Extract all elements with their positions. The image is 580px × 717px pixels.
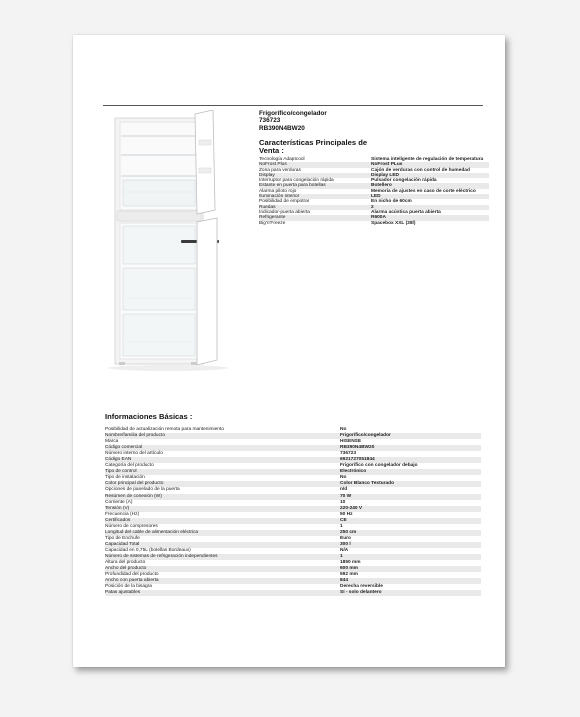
- row-label: Posibilidad de actualización remota para mantenimiento: [105, 427, 224, 432]
- row-value: 1: [340, 553, 343, 559]
- row-label: Certificados: [105, 517, 131, 523]
- row-value: Sistema inteligente de regulación de temperatura: [371, 157, 484, 162]
- row-label: Categoría del producto: [105, 463, 154, 469]
- product-header: [259, 110, 489, 132]
- row-value: R600A: [371, 215, 386, 221]
- row-value: 220-240 V: [340, 505, 363, 511]
- row-value: 50 Hz: [340, 511, 353, 517]
- product-model: RB390N4BW20: [259, 124, 305, 132]
- row-label: Color principal del producto: [105, 481, 164, 487]
- product-type: Frigorífico/congelador: [259, 110, 327, 117]
- basic-info-title: Informaciones Básicas :: [105, 412, 193, 421]
- document-page: [73, 35, 505, 667]
- row-label: Alarma piloto rojo: [259, 188, 297, 194]
- row-value: Display LED: [371, 172, 399, 178]
- row-label: Resúmen de conexión (W): [105, 493, 162, 499]
- row-value: 592 mm: [340, 572, 358, 578]
- row-label: Big'n'Freeze: [259, 220, 286, 226]
- row-value: N/A: [340, 547, 349, 553]
- row-value: 736723: [340, 451, 357, 457]
- row-label: Longitud del cable de alimentación eléctrica: [105, 529, 199, 535]
- row-label: Display: [259, 172, 275, 178]
- row-value: Alarma acústica puerta abierta: [371, 209, 441, 215]
- row-label: Corriente (A): [105, 499, 133, 505]
- row-value: Electrónico: [340, 469, 367, 475]
- row-label: Código EAN: [105, 457, 132, 463]
- row-label: Número interno del artículo: [105, 451, 163, 457]
- row-label: Número de compresores: [105, 523, 158, 529]
- row-value: Spacebox XXL (38l): [371, 220, 416, 226]
- row-value: 6921727051844: [340, 457, 375, 463]
- header-rule: [103, 105, 483, 106]
- row-value: 844: [340, 578, 349, 584]
- row-value: CE: [340, 517, 347, 523]
- row-value: HISENSE: [340, 439, 362, 445]
- row-value: 1850 mm: [340, 560, 361, 566]
- row-label: Ancho con puerta abierta: [105, 578, 159, 584]
- row-value: No: [340, 475, 347, 481]
- row-value: Cajón de verduras con control de humedad: [371, 167, 470, 173]
- row-label: Altura del producto: [105, 560, 146, 566]
- row-value: NoFrost PLus: [371, 162, 403, 168]
- row-label: Zona para verduras: [259, 167, 301, 173]
- fridge-image: [103, 110, 233, 372]
- row-value: Memoria de ajustes en caso de corte eléctrico: [371, 188, 476, 194]
- row-value: Frigorífico/congelador: [340, 433, 391, 439]
- sales-features-title: Características Principales de Venta :: [259, 138, 368, 156]
- row-label: Profundidad del producto: [105, 572, 159, 578]
- row-label: Tipo de Enchufe: [105, 535, 140, 541]
- row-value: Derecha reversible: [340, 584, 383, 590]
- row-value: Sí - solo delantero: [340, 590, 382, 596]
- row-label: Ruedas: [259, 204, 276, 210]
- row-label: Tensión (V): [105, 505, 130, 511]
- row-label: Nombre/familia del producto: [105, 433, 165, 439]
- row-label: Interruptor para congelación rápida: [259, 178, 334, 184]
- row-label: Opciones de panelado de la puerta: [105, 487, 180, 493]
- product-code: 736723: [259, 117, 281, 125]
- row-label: Capacidad en 0,75L (botellas Bordeaux): [105, 547, 191, 553]
- row-value: 250 cm: [340, 529, 357, 535]
- row-label: Marca: [105, 439, 119, 445]
- row-label: NoFrost Plus: [259, 162, 287, 168]
- row-value: Frigorífico con congelador debajo: [340, 463, 418, 469]
- row-value: 1: [340, 523, 343, 529]
- row-label: Tipo de control: [105, 469, 137, 475]
- row-value: n/d: [340, 487, 348, 493]
- row-label: Tipo de instalación: [105, 475, 145, 481]
- row-label: Código comercial: [105, 445, 143, 451]
- row-label: Capacidad Total: [105, 541, 140, 547]
- row-value: Euro: [340, 535, 351, 541]
- row-value: RB390N4BW20: [340, 445, 375, 451]
- row-value: 70 W: [340, 493, 352, 499]
- row-label: Posibilidad de empotrar: [259, 199, 310, 205]
- row-label: Posición de la bisagra: [105, 584, 152, 590]
- row-label: Iluminación interior: [259, 194, 300, 200]
- row-label: Patas ajustables: [105, 590, 141, 596]
- row-value: En nicho de 60cm: [371, 199, 412, 205]
- row-label: Ancho del producto: [105, 566, 147, 572]
- table-row: [259, 221, 489, 226]
- row-value: Color Blanco Texturado: [340, 481, 395, 487]
- row-value: 2: [371, 204, 374, 210]
- row-label: Indicador-puerta abierta: [259, 209, 310, 215]
- sales-features-table: [259, 157, 489, 226]
- row-value: LED: [371, 194, 381, 200]
- row-label: Estante en puerta para botellas: [259, 183, 326, 189]
- row-label: Número de sistemas de refrigeración independientes: [105, 553, 218, 559]
- row-value: 300 l: [340, 541, 351, 547]
- row-value: No: [340, 427, 347, 432]
- table-row: [105, 590, 481, 596]
- basic-info-table: [105, 427, 481, 596]
- row-value: Botellero: [371, 183, 392, 189]
- row-label: Refrigerante: [259, 215, 286, 221]
- row-value: Pulsador congelación rápida: [371, 178, 437, 184]
- row-label: Frecuencia (Hz): [105, 511, 140, 517]
- row-label: Tecnología Adaptcool: [259, 157, 305, 162]
- row-value: 10: [340, 499, 346, 505]
- row-value: 600 mm: [340, 566, 358, 572]
